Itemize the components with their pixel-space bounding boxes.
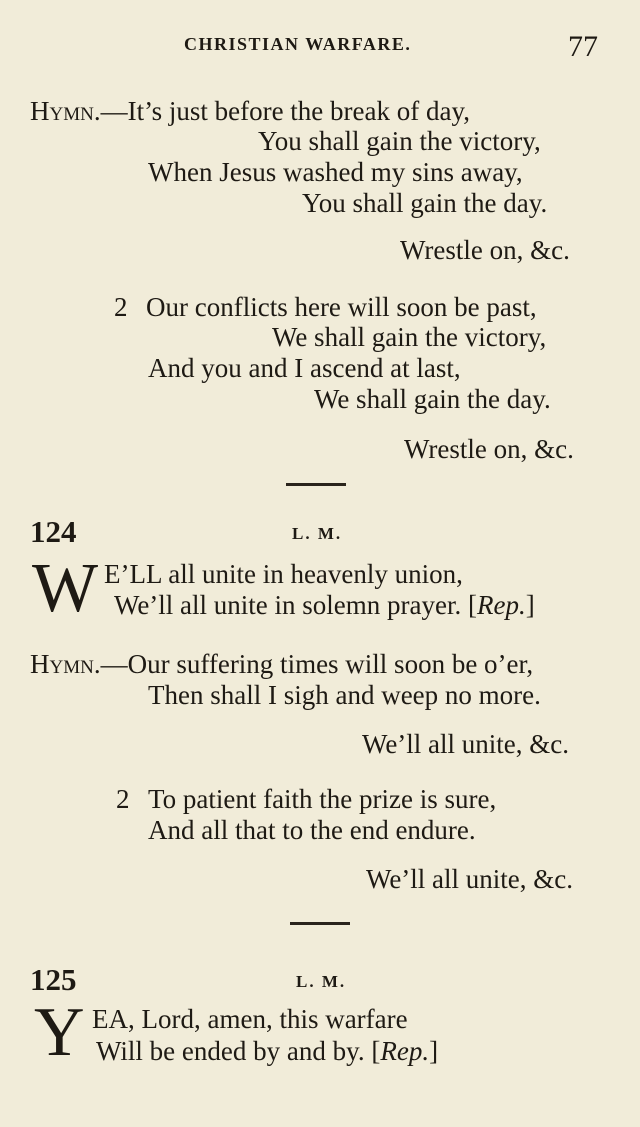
hymn-line: Hymn.—Our suffering times will soon be o’er,: [30, 649, 534, 679]
chorus-line: Wrestle on, &c.: [404, 434, 574, 464]
hymn-line: You shall gain the day.: [302, 188, 548, 218]
hymn-label: Hymn: [30, 649, 94, 679]
hymn-line: Our conflicts here will soon be past,: [146, 292, 537, 322]
hymn-line: We shall gain the day.: [314, 384, 551, 414]
chorus-line: We’ll all unite, &c.: [366, 864, 574, 894]
hymn-line: We shall gain the victory,: [272, 322, 547, 352]
verse-number: 2: [114, 292, 128, 322]
hymn-line: You shall gain the victory,: [258, 126, 541, 156]
hymn-line: When Jesus washed my sins away,: [148, 157, 523, 187]
chorus-line: We’ll all unite, &c.: [362, 729, 570, 759]
drop-cap: Y: [34, 994, 85, 1071]
hymn-line: And all that to the end endure.: [148, 815, 476, 845]
meter-label: L. M.: [296, 972, 347, 991]
hymn-line: E’LL all unite in heavenly union,: [104, 559, 463, 589]
chorus-line: Wrestle on, &c.: [400, 235, 570, 265]
drop-cap: W: [32, 550, 99, 627]
hymn-line: Then shall I sigh and weep no more.: [148, 680, 541, 710]
hymn-line: And you and I ascend at last,: [148, 353, 461, 383]
section-divider: [286, 483, 346, 486]
section-divider: [290, 922, 350, 925]
hymn-line: Will be ended by and by. [Rep.]: [96, 1036, 439, 1066]
repeat-mark: Rep.: [380, 1036, 430, 1066]
hymn-number: 125: [30, 962, 77, 997]
running-title: CHRISTIAN WARFARE.: [184, 34, 412, 54]
repeat-mark: Rep.: [476, 590, 526, 620]
hymn-number: 124: [30, 514, 77, 549]
verse-number: 2: [116, 784, 130, 814]
page-number: 77: [568, 30, 598, 63]
meter-label: L. M.: [292, 524, 343, 543]
hymn-label: Hymn: [30, 96, 94, 126]
hymn-line: To patient faith the prize is sure,: [148, 784, 497, 814]
hymn-line: Hymn.—It’s just before the break of day,: [30, 96, 470, 126]
hymn-line: EA, Lord, amen, this warfare: [92, 1004, 408, 1034]
hymn-line: We’ll all unite in solemn prayer. [Rep.]: [114, 590, 535, 620]
